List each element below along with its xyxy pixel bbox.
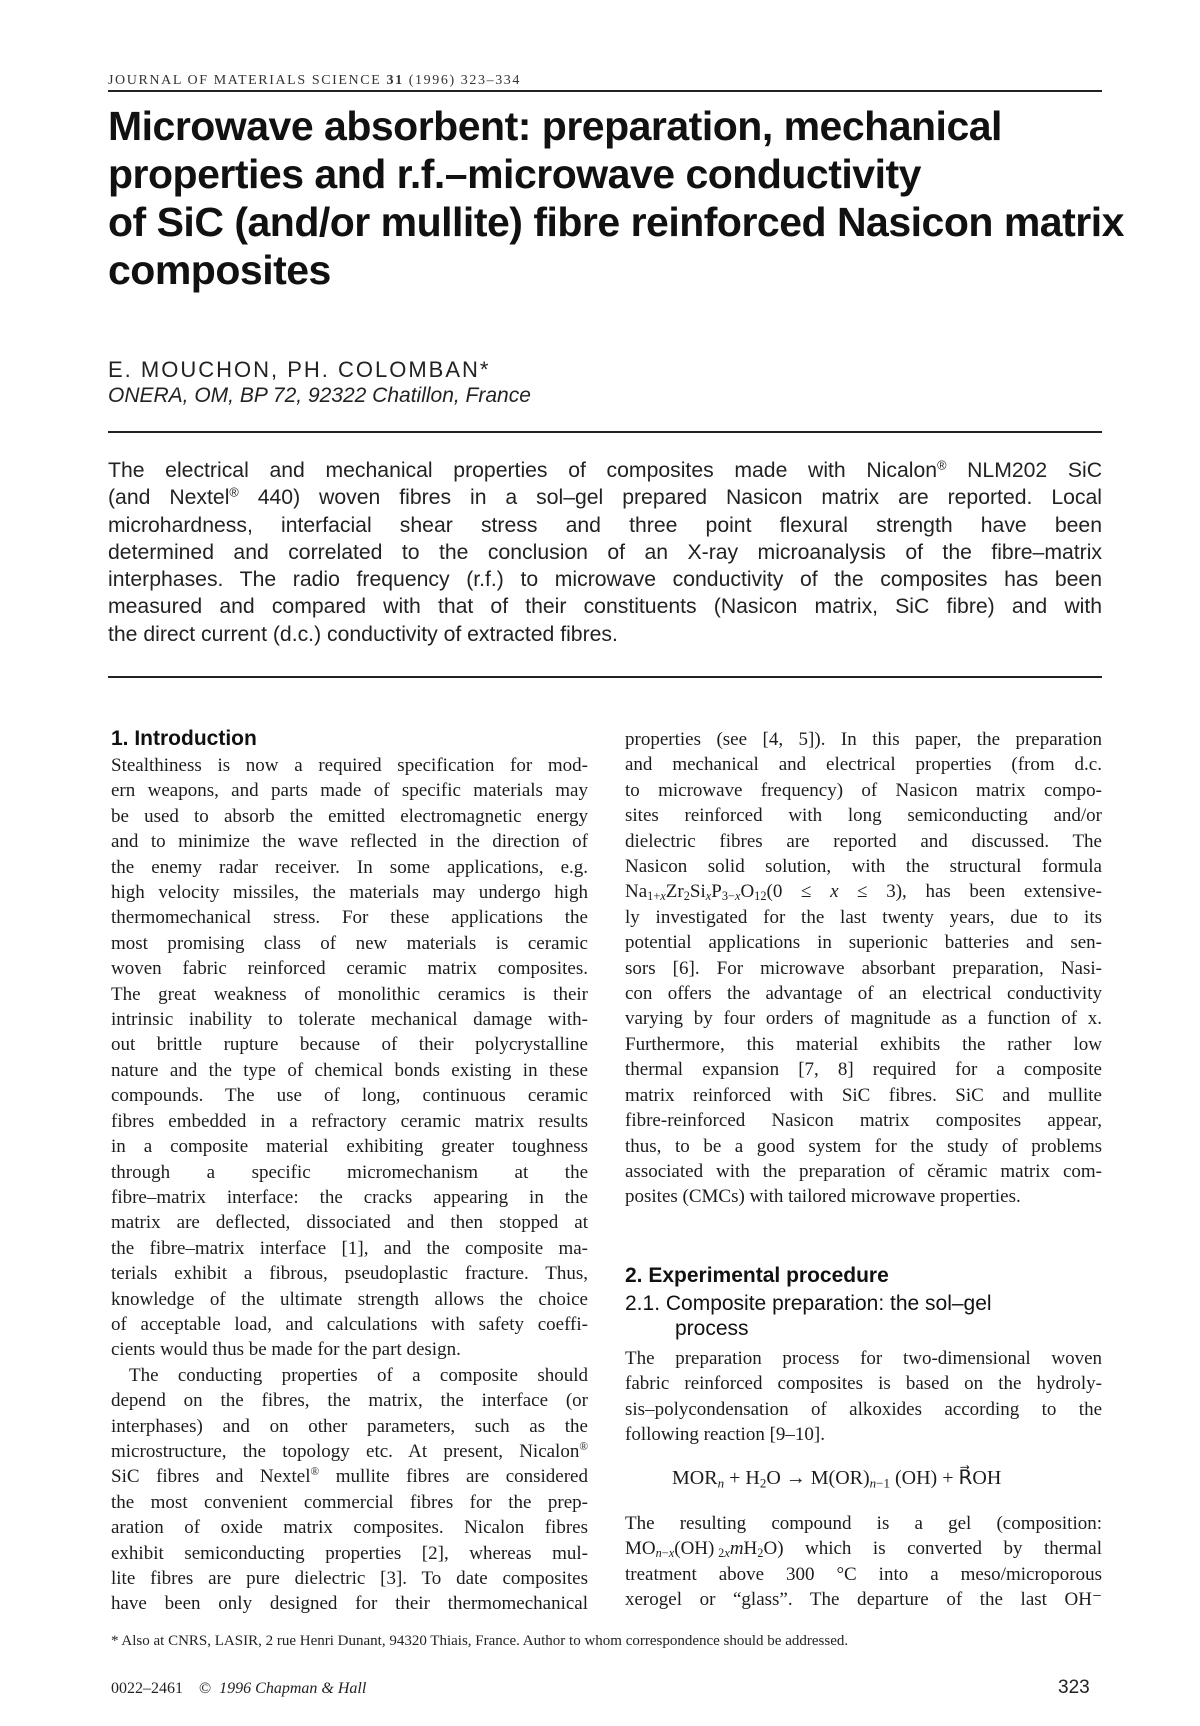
abstract (108, 457, 1102, 648)
body-line: The conducting properties of a composite should (129, 1364, 588, 1386)
body-line: microstructure, the topology etc. At present, Nicalon® (111, 1440, 588, 1462)
body-line: The resulting compound is a gel (composition: (625, 1513, 1102, 1534)
section-heading-introduction: 1. Introduction (111, 727, 257, 750)
abstract-line: interphases. The radio frequency (r.f.) to microwave conductivity of the composites has been (108, 568, 1102, 592)
abstract-line: The electrical and mechanical properties of composites made with Nicalon® NLM202 SiC (108, 457, 1103, 482)
body-line: fibre-reinforced Nasicon matrix composites appear, (625, 1110, 1102, 1132)
body-line: The preparation process for two-dimensional woven (625, 1348, 1102, 1369)
body-line: associated with the preparation of cěramic matrix com- (625, 1160, 1102, 1182)
body-line: and mechanical and electrical properties (from d.c. (625, 754, 1102, 776)
subsection-heading-line: 2.1. Composite preparation: the sol–gel (625, 1292, 992, 1315)
publisher: 1996 Chapman & Hall (219, 1680, 367, 1697)
journal-name: JOURNAL OF MATERIALS SCIENCE (108, 73, 382, 88)
body-line: Furthermore, this material exhibits the rather low (625, 1033, 1102, 1055)
body-line: terials exhibit a fibrous, pseudoplastic fracture. Thus, (111, 1263, 588, 1285)
body-line: fabric reinforced composites is based on the hydroly- (625, 1373, 1102, 1395)
body-line: Stealthiness is now a required specification for mod- (111, 755, 588, 776)
body-line: thermomechanical stress. For these applications the (111, 907, 588, 929)
abstract-line: microhardness, interfacial shear stress and three point flexural strength have been (108, 513, 1102, 537)
body-line: sis–polycondensation of alkoxides according to the (625, 1398, 1102, 1420)
subsection-heading-composite-preparation (625, 1291, 992, 1341)
body-line: properties (see [4, 5]). In this paper, the preparation (625, 729, 1102, 750)
body-line: through a specific micromechanism at the (111, 1161, 588, 1183)
abstract-bottom-rule (108, 676, 1102, 678)
body-line: knowledge of the ultimate strength allows the choice (111, 1288, 588, 1310)
body-line: ern weapons, and parts made of specific materials may (111, 780, 588, 802)
body-line: sors [6]. For microwave absorbant preparation, Nasi- (625, 957, 1102, 979)
title-line: Microwave absorbent: preparation, mechanical (108, 103, 1002, 149)
body-line: thus, to be a good system for the study of problems (625, 1135, 1102, 1157)
body-line: have been only designed for their thermomechanical (111, 1593, 588, 1615)
body-line: thermal expansion [7, 8] required for a composite (625, 1059, 1102, 1081)
title-line: composites (108, 247, 331, 293)
body-line: fibres embedded in a refractory ceramic matrix results (111, 1110, 588, 1132)
body-line: varying by four orders of magnitude as a function of x. (625, 1008, 1102, 1030)
body-line: and to minimize the wave reflected in the direction of (111, 831, 588, 853)
body-line: lite fibres are pure dielectric [3]. To date composites (111, 1568, 588, 1589)
body-line: the most convenient commercial fibres for the prep- (111, 1491, 588, 1513)
body-line: aration of oxide matrix composites. Nicalon fibres (111, 1517, 588, 1539)
body-line: matrix reinforced with SiC fibres. SiC and mullite (625, 1084, 1102, 1106)
right-column (625, 727, 1102, 1210)
body-line: ly investigated for the last twenty years, due to its (625, 906, 1102, 928)
journal-year-pages: (1996) 323–334 (408, 73, 522, 88)
body-line: potential applications in superionic batteries and sen- (625, 932, 1102, 954)
running-head (108, 73, 521, 89)
body-line: high velocity missiles, the materials may undergo high (111, 882, 588, 904)
article-title (108, 102, 1124, 294)
body-line: in a composite material exhibiting greater toughness (111, 1136, 588, 1158)
gel-line-tail: ) which is converted by thermal (777, 1538, 1102, 1560)
gel-composition-line: $MO_{n-x}(OH)$ $_{2x}mH_2O$) which is converted by thermal (625, 1538, 1102, 1561)
abstract-line: (and Nextel® 440) woven fibres in a sol–gel prepared Nasicon matrix are reported. Local (108, 484, 1102, 510)
body-line: depend on the fibres, the matrix, the interface (or (111, 1390, 588, 1412)
body-line: the fibre–matrix interface [1], and the composite ma- (111, 1237, 588, 1259)
abstract-line: the direct current (d.c.) conductivity of extracted fibres. (108, 622, 618, 646)
body-line: out brittle rupture because of their polycrystalline (111, 1034, 588, 1056)
body-line: fibre–matrix interface: the cracks appearing in the (111, 1186, 588, 1208)
abstract-top-rule (108, 431, 1102, 433)
body-line: dielectric fibres are reported and discussed. The (625, 830, 1102, 852)
subsection-heading-line: process (675, 1317, 749, 1340)
body-line: intrinsic inability to tolerate mechanical damage with- (111, 1009, 588, 1031)
body-line: to microwave frequency) of Nasicon matrix compo- (625, 779, 1102, 801)
left-column (111, 753, 588, 1617)
journal-volume: 31 (386, 73, 404, 88)
body-line: following reaction [9–10]. (625, 1424, 825, 1446)
body-line: xerogel or “glass”. The departure of the last OH⁻ (625, 1589, 1102, 1611)
title-line: properties and r.f.–microwave conductivity (108, 151, 921, 197)
affiliation: ONERA, OM, BP 72, 92322 Chatillon, France (108, 384, 531, 407)
right-column-section2 (625, 1346, 1102, 1448)
issn: 0022–2461 (111, 1680, 183, 1697)
body-line: posites (CMCs) with tailored microwave properties. (625, 1186, 1021, 1208)
body-line: Nasicon solid solution, with the structural formula (625, 856, 1102, 878)
nasicon-formula-line: $Na_{1+x}Zr_2Si_xP_{3-x}O_{12}(0 \le x \le 3)$, has been extensive- (625, 881, 1102, 904)
title-line: of SiC (and/or mullite) fibre reinforced Nasicon matrix (108, 199, 1124, 245)
right-column-after-equation (625, 1511, 1102, 1613)
body-line: sites reinforced with long semiconducting and/or (625, 805, 1102, 827)
body-line: cients would thus be made for the part design. (111, 1339, 461, 1361)
body-line: con offers the advantage of an electrical conductivity (625, 983, 1102, 1005)
body-line: The great weakness of monolithic ceramics is their (111, 983, 588, 1005)
section-heading-experimental: 2. Experimental procedure (625, 1264, 889, 1287)
abstract-line: determined and correlated to the conclusion of an X-ray microanalysis of the fibre–matrix (108, 540, 1102, 564)
body-line: nature and the type of chemical bonds existing in these (111, 1059, 588, 1081)
registered-mark: ® (937, 457, 947, 473)
page-number: 323 (1058, 1677, 1090, 1698)
body-line: matrix are deflected, dissociated and then stopped at (111, 1212, 588, 1234)
authors: E. MOUCHON, PH. COLOMBAN* (108, 357, 491, 382)
body-line: compounds. The use of long, continuous ceramic (111, 1085, 588, 1107)
body-line: SiC fibres and Nextel® mullite fibres are considered (111, 1466, 588, 1488)
body-line: woven fabric reinforced ceramic matrix composites. (111, 958, 588, 980)
author-footnote: * Also at CNRS, LASIR, 2 rue Henri Dunant, 94320 Thiais, France. Author to whom correspondence should be addressed. (111, 1633, 849, 1649)
body-line: interphases) and on other parameters, such as the (111, 1415, 588, 1437)
hydrolysis-equation: $MOR_n + H_2O \to M(OR)_{n-1}$ (OH) + R⃗OH (672, 1467, 1002, 1491)
body-line: most promising class of new materials is ceramic (111, 932, 588, 954)
body-line: the enemy radar receiver. In some applications, e.g. (111, 856, 588, 878)
abstract-line: measured and compared with that of their constituents (Nasicon matrix, SiC fibre) and with (108, 595, 1102, 619)
header-rule (108, 90, 1102, 92)
registered-mark: ® (579, 1441, 588, 1454)
registered-mark: ® (310, 1466, 320, 1479)
formula-line-tail: , has been extensive- (902, 881, 1102, 903)
body-line: of acceptable load, and calculations with safety coeffi- (111, 1313, 588, 1335)
body-line: be used to absorb the emitted electromagnetic energy (111, 805, 588, 827)
registered-mark: ® (229, 484, 239, 500)
footer-publication-info (111, 1680, 366, 1698)
copyright-symbol: © (199, 1680, 212, 1697)
body-line: exhibit semiconducting properties [2], whereas mul- (111, 1542, 588, 1564)
body-line: treatment above 300 °C into a meso/microporous (625, 1563, 1102, 1585)
